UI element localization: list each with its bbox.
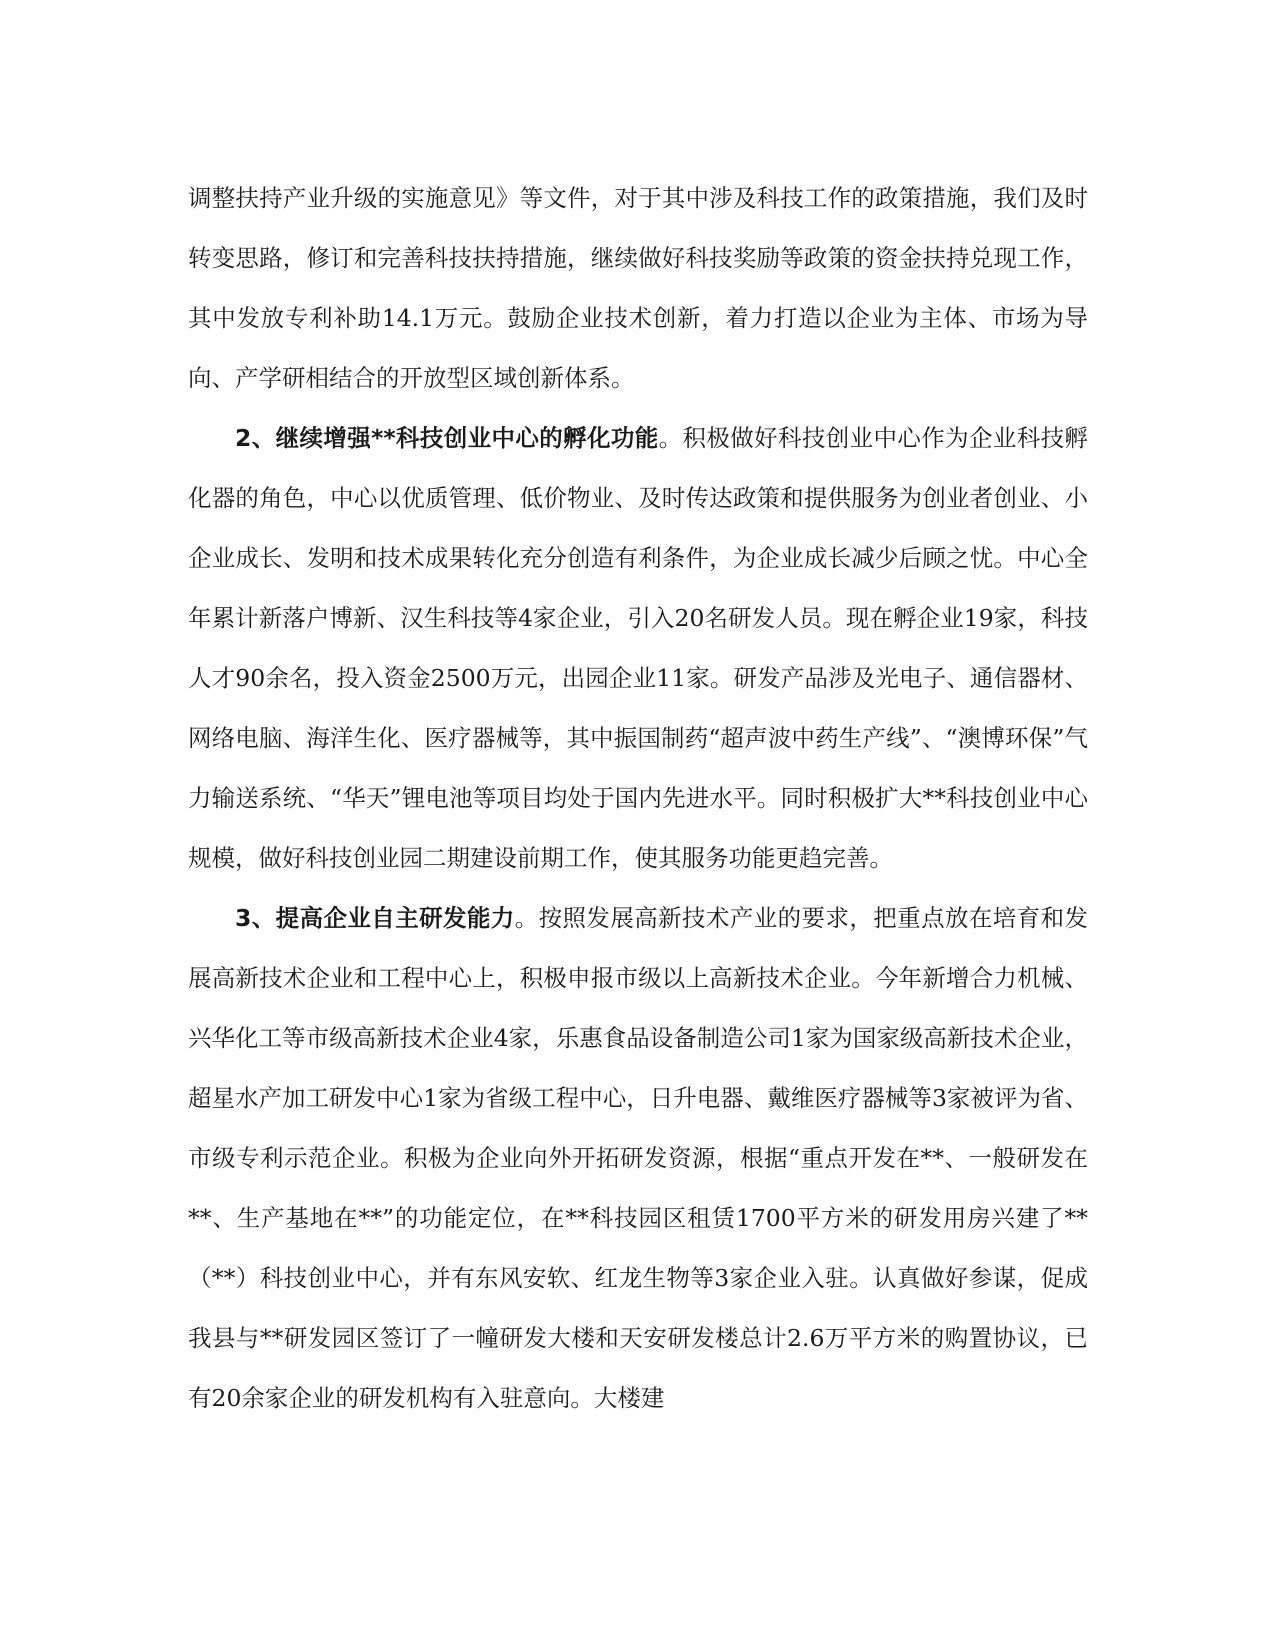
paragraph-3-body: 。按照发展高新技术产业的要求，把重点放在培育和发展高新技术企业和工程中心上，积极申报市级以上高新技术企业。今年新增合力机械、兴华化工等市级高新技术企业4家，乐惠食品设备制造公司1家为国家级高新技术企业，超星水产加工研发中心1家为省级工程中心，日升电器、戴维医疗器械等3家被评为省、市级专利示范企业。积极为企业向外开拓研发资源，根据“重点开发在**、一般研发在**、生产基地在**”的功能定位，在**科技园区租赁1700平方米的研发用房兴建了**（**）科技创业中心，并有东风安软、红龙生物等3家企业入驻。认真做好参谋，促成我县与**研发园区签订了一幢研发大楼和天安研发楼总计2.6万平方米的购置协议，已有20余家企业的研发机构有入驻意向。大楼建 — [188, 904, 1088, 1412]
paragraph-2-heading: 2、继续增强**科技创业中心的孵化功能 — [235, 424, 659, 452]
paragraph-2 — [188, 408, 1088, 888]
paragraph-2-body: 。积极做好科技创业中心作为企业科技孵化器的角色，中心以优质管理、低价物业、及时传达政策和提供服务为创业者创业、小企业成长、发明和技术成果转化充分创造有利条件，为企业成长减少后顾之忧。中心全年累计新落户博新、汉生科技等4家企业，引入20名研发人员。现在孵企业19家，科技人才90余名，投入资金2500万元，出园企业11家。研发产品涉及光电子、通信器材、网络电脑、海洋生化、医疗器械等，其中振国制药“超声波中药生产线”、“澳博环保”气力输送系统、“华天”锂电池等项目均处于国内先进水平。同时积极扩大**科技创业中心规模，做好科技创业园二期建设前期工作，使其服务功能更趋完善。 — [188, 424, 1089, 872]
document-body — [188, 168, 1088, 1428]
paragraph-3 — [188, 888, 1088, 1428]
paragraph-1-body: 调整扶持产业升级的实施意见》等文件，对于其中涉及科技工作的政策措施，我们及时转变思路，修订和完善科技扶持措施，继续做好科技奖励等政策的资金扶持兑现工作，其中发放专利补助14.1万元。鼓励企业技术创新，着力打造以企业为主体、市场为导向、产学研相结合的开放型区域创新体系。 — [188, 184, 1088, 392]
paragraph-1 — [188, 168, 1088, 408]
paragraph-3-heading: 3、提高企业自主研发能力 — [235, 904, 515, 932]
